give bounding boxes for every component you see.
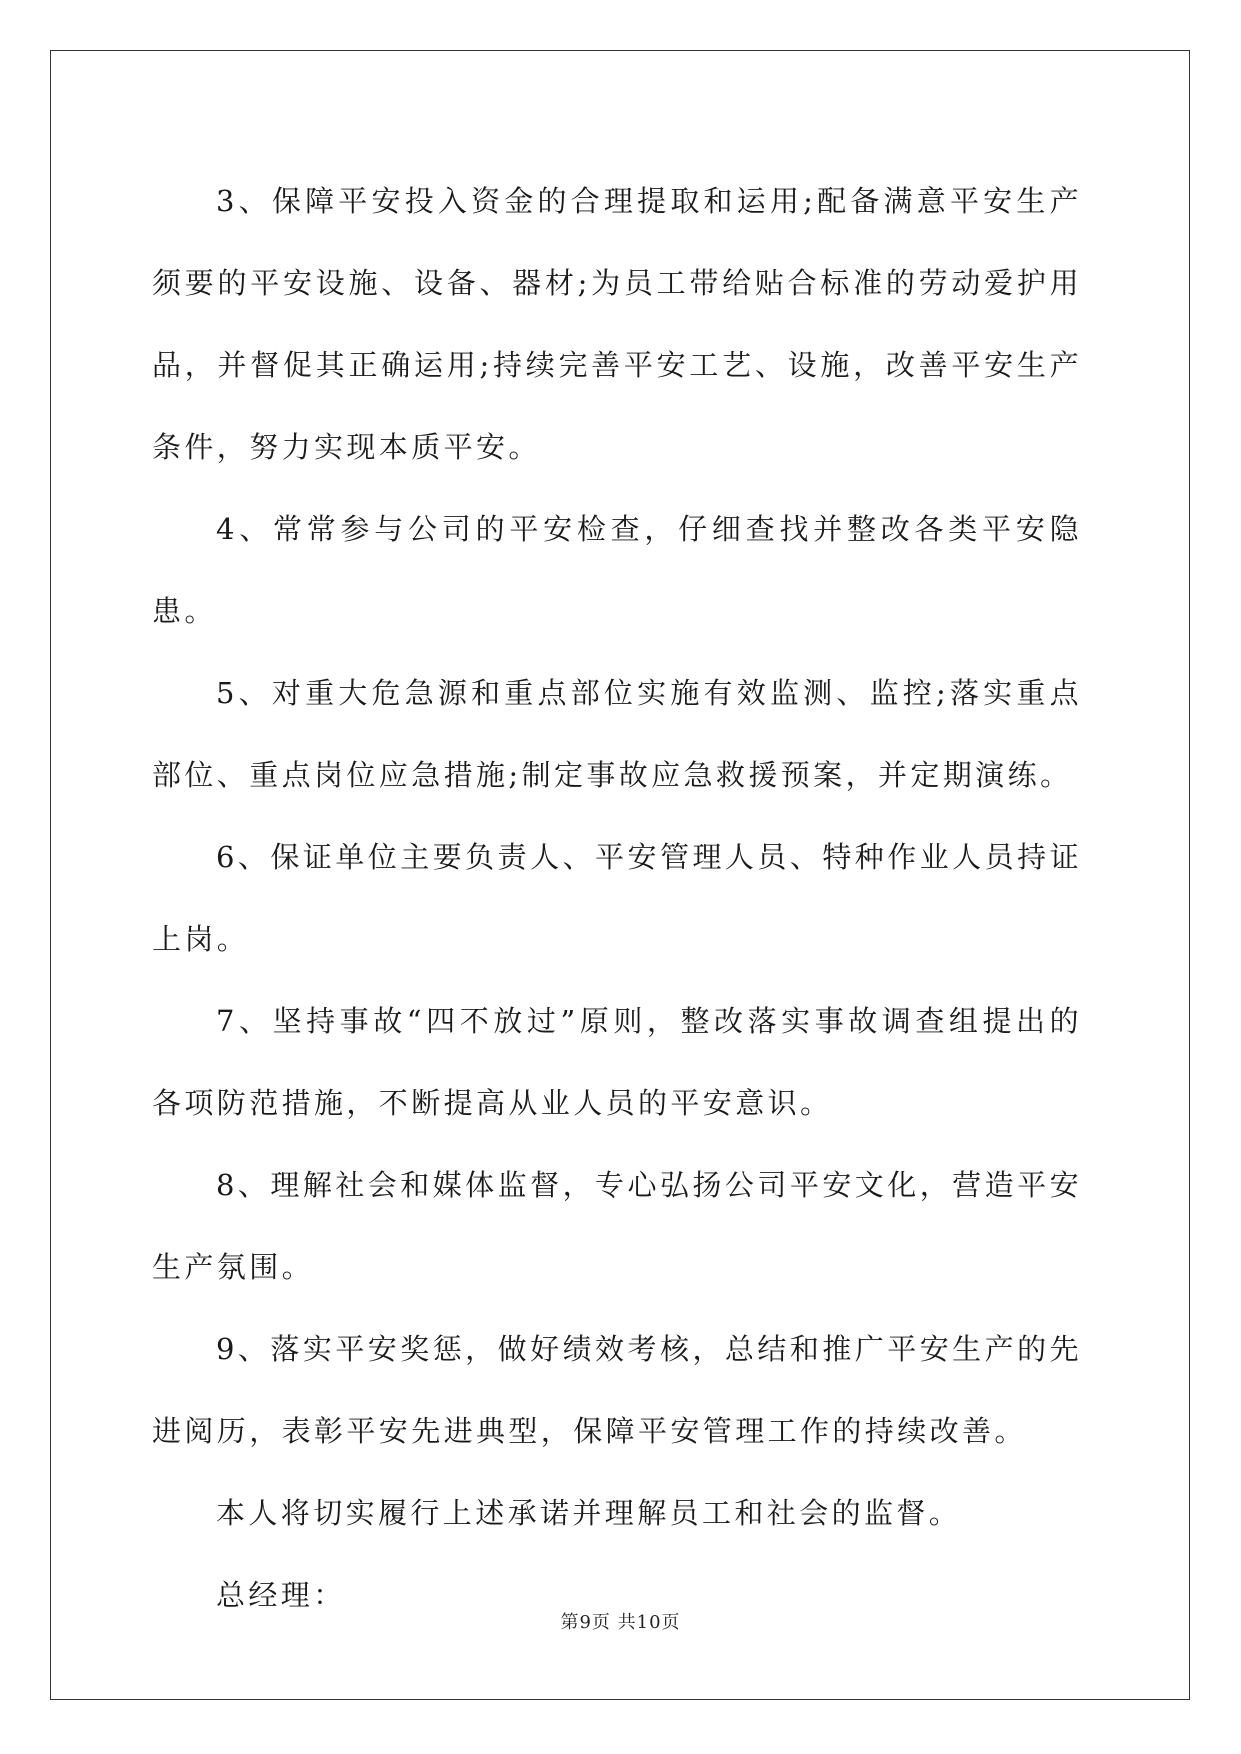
paragraph-item-6: 6、保证单位主要负责人、平安管理人员、特种作业人员持证上岗。 xyxy=(152,840,1082,956)
paragraph-item-4: 4、常常参与公司的平安检查，仔细查找并整改各类平安隐患。 xyxy=(152,512,1082,628)
paragraph-item-9: 9、落实平安奖惩，做好绩效考核，总结和推广平安生产的先进阅历，表彰平安先进典型，保障平安管理工作的持续改善。 xyxy=(152,1332,1082,1448)
paragraph-item-5: 5、对重大危急源和重点部位实施有效监测、监控;落实重点部位、重点岗位应急措施;制定事故应急救援预案，并定期演练。 xyxy=(152,676,1082,792)
signature-label: 总经理： xyxy=(216,1578,346,1612)
paragraph-item-3: 3、保障平安投入资金的合理提取和运用;配备满意平安生产须要的平安设施、设备、器材;为员工带给贴合标准的劳动爱护用品，并督促其正确运用;持续完善平安工艺、设施，改善平安生产条件，努力实现本质平安。 xyxy=(152,184,1082,464)
document-body xyxy=(152,160,1082,1636)
paragraph-item-7: 7、坚持事故“四不放过”原则，整改落实事故调查组提出的各项防范措施，不断提高从业人员的平安意识。 xyxy=(152,1004,1082,1120)
paragraph-item-8: 8、理解社会和媒体监督，专心弘扬公司平安文化，营造平安生产氛围。 xyxy=(152,1168,1082,1284)
page-footer: 第9页 共10页 xyxy=(560,1612,681,1633)
closing-statement: 本人将切实履行上述承诺并理解员工和社会的监督。 xyxy=(216,1496,962,1530)
